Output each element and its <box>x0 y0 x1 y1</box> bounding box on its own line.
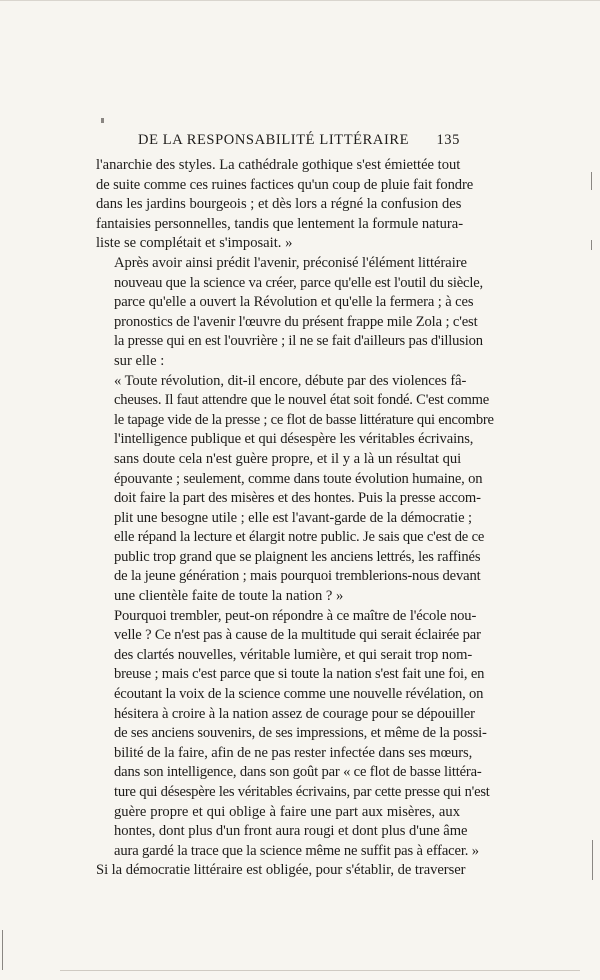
text-line: Après avoir ainsi prédit l'avenir, préconisé l'élément littéraire <box>114 254 467 271</box>
text-line: guère propre et qui oblige à faire une part aux misères, aux <box>114 803 460 820</box>
text-line: hontes, dont plus d'un front aura rougi et dont plus d'une âme <box>114 823 468 840</box>
paragraph <box>96 607 490 862</box>
bottom-edge-line <box>60 970 580 971</box>
text-line: bilité de la faire, afin de ne pas rester infectée dans ses mœurs, <box>114 744 473 761</box>
text-line: écoutant la voix de la science comme une nouvelle révélation, on <box>114 686 484 703</box>
scan-speck <box>101 118 104 123</box>
text-line: l'intelligence publique et qui désespère les véritables écrivains, <box>114 431 474 448</box>
running-head-title: DE LA RESPONSABILITÉ LITTÉRAIRE <box>138 132 410 148</box>
text-line: Pourquoi trembler, peut-on répondre à ce maître de l'école nou- <box>114 607 477 624</box>
page-number: 135 <box>436 132 460 148</box>
text-line: elle répand la lecture et élargit notre public. Je sais que c'est de ce <box>114 529 485 546</box>
paragraph <box>96 861 466 881</box>
paragraph <box>96 254 483 372</box>
text-line: de ses anciens souvenirs, de ses impressions, et même de la possi- <box>114 725 487 742</box>
text-line: la presse qui en est l'ouvrière ; il ne se fait d'ailleurs pas d'illusion <box>114 333 483 350</box>
text-line: dans son intelligence, dans son goût par « ce flot de basse littéra- <box>114 764 482 781</box>
text-line: ture qui désespère les véritables écrivains, par cette presse qui n'est <box>114 784 490 800</box>
text-line: une clientèle faite de toute la nation ? » <box>114 588 344 605</box>
text-line: le tapage vide de la presse ; ce flot de basse littérature qui encombre <box>114 411 494 428</box>
text-line: cheuses. Il faut attendre que le nouvel état soit fondé. C'est comme <box>114 392 489 409</box>
text-line: de la jeune génération ; mais pourquoi tremblerions-nous devant <box>114 568 481 585</box>
body-text <box>96 156 494 881</box>
text-line: épouvante ; seulement, comme dans toute évolution humaine, on <box>114 470 483 487</box>
text-line: velle ? Ce n'est pas à cause de la multitude qui serait éclairée par <box>114 627 481 644</box>
text-line: Si la démocratie littéraire est obligée, pour s'établir, de traverser <box>96 862 466 879</box>
margin-tick <box>592 840 593 880</box>
text-line: dans les jardins bourgeois ; et dès lors a régné la confusion des <box>96 196 462 213</box>
margin-tick <box>591 172 592 190</box>
paragraph <box>96 372 494 607</box>
margin-tick <box>591 240 592 250</box>
text-line: pronostics de l'avenir l'œuvre du présent frappe mile Zola ; c'est <box>114 313 478 330</box>
paragraph <box>96 156 474 254</box>
text-line: doit faire la part des misères et des hontes. Puis la presse accom- <box>114 490 481 507</box>
text-line: sans doute cela n'est guère propre, et il y a là un résultat qui <box>114 450 462 467</box>
text-line: liste se complétait et s'imposait. » <box>96 235 293 252</box>
margin-tick <box>2 930 3 970</box>
text-line: plit une besogne utile ; elle est l'avant-garde de la démocratie ; <box>114 509 472 526</box>
text-line: nouveau que la science va créer, parce qu'elle est l'outil du siècle, <box>114 274 483 291</box>
text-line: l'anarchie des styles. La cathédrale gothique s'est émiettée tout <box>96 157 461 173</box>
text-line: fantaisies personnelles, tandis que lentement la formule natura- <box>96 215 464 232</box>
text-line: public trop grand que se plaignent les anciens lettrés, les raffinés <box>114 548 481 565</box>
text-line: des clartés nouvelles, véritable lumière, et qui serait trop nom- <box>114 646 473 663</box>
text-line: hésitera à croire à la nation assez de courage pour se dépouiller <box>114 705 475 722</box>
text-line: sur elle : <box>114 352 165 369</box>
text-line: « Toute révolution, dit-il encore, débute par des violences fâ- <box>114 372 467 389</box>
top-edge-line <box>0 0 600 1</box>
text-line: breuse ; mais c'est parce que si toute la nation s'est fait une foi, en <box>114 666 485 683</box>
text-line: parce qu'elle a ouvert la Révolution et qu'elle la fermera ; à ces <box>114 294 474 311</box>
text-line: aura gardé la trace que la science même ne suffit pas à effacer. » <box>114 842 479 859</box>
text-line: de suite comme ces ruines factices qu'un coup de pluie fait fondre <box>96 176 474 193</box>
running-head <box>96 128 460 150</box>
